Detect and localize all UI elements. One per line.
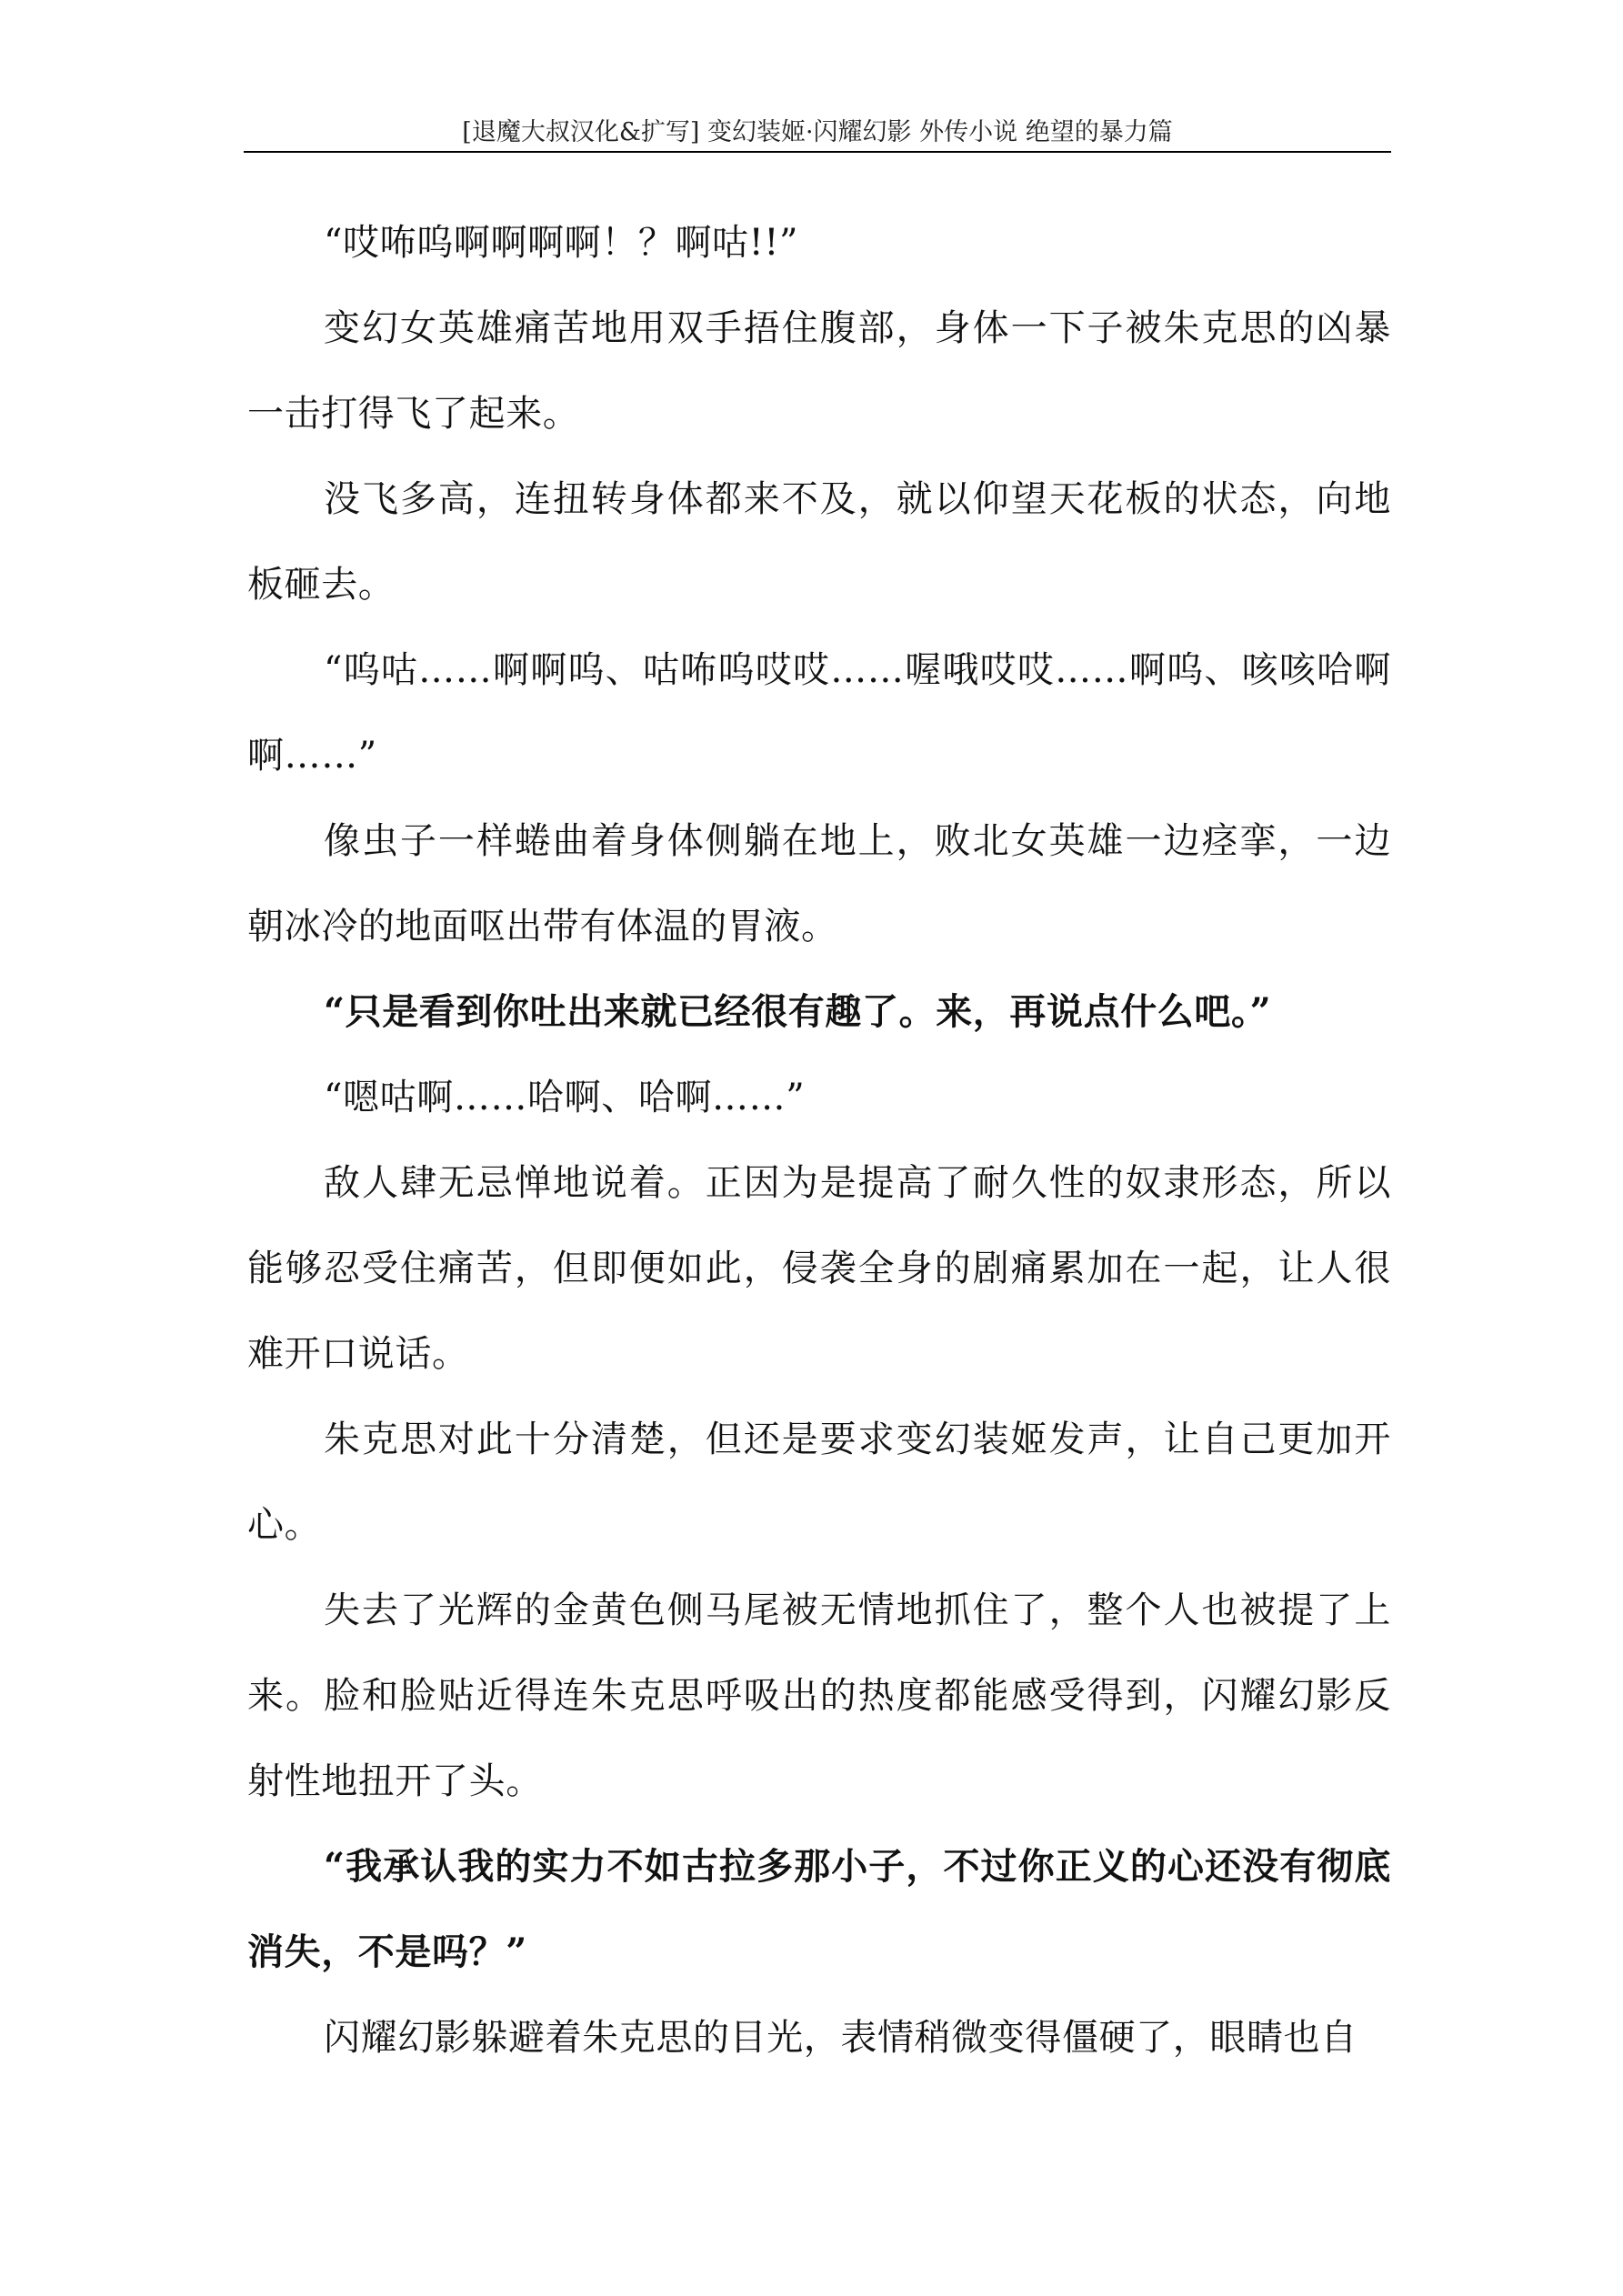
paragraph: 变幻女英雄痛苦地用双手捂住腹部，身体一下子被朱克思的凶暴一击打得飞了起来。	[247, 307, 1391, 435]
document-body	[247, 200, 1391, 2080]
paragraph: “我承认我的实力不如古拉多那小子，不过你正义的心还没有彻底消失，不是吗？”	[247, 1845, 1391, 1973]
paragraph: “只是看到你吐出来就已经很有趣了。来，再说点什么吧。”	[324, 990, 1272, 1033]
header-divider	[244, 151, 1391, 153]
paragraph: 像虫子一样蜷曲着身体侧躺在地上，败北女英雄一边痉挛，一边朝冰冷的地面呕出带有体温的胃液。	[247, 820, 1391, 947]
paragraph: “哎咘呜啊啊啊啊！？啊咕!!”	[324, 222, 799, 264]
paragraph: 没飞多高，连扭转身体都来不及，就以仰望天花板的状态，向地板砸去。	[247, 478, 1391, 606]
paragraph: “嗯咕啊……哈啊、哈啊……”	[324, 1077, 806, 1118]
paragraph: 失去了光辉的金黄色侧马尾被无情地抓住了，整个人也被提了上来。脸和脸贴近得连朱克思呼吸出的热度都能感受得到，闪耀幻影反射性地扭开了头。	[247, 1589, 1391, 1802]
page-header: [退魔大叔汉化&扩写] 变幻装姬·闪耀幻影 外传小说 绝望的暴力篇	[462, 118, 1173, 146]
paragraph: 朱克思对此十分清楚，但还是要求变幻装姬发声，让自己更加开心。	[247, 1419, 1391, 1546]
paragraph: 敌人肆无忌惮地说着。正因为是提高了耐久性的奴隶形态，所以能够忍受住痛苦，但即便如此，侵袭全身的剧痛累加在一起，让人很难开口说话。	[247, 1162, 1391, 1375]
paragraph: “呜咕……啊啊呜、咕咘呜哎哎……喔哦哎哎……啊呜、咳咳哈啊啊……”	[247, 649, 1391, 777]
paragraph: 闪耀幻影躲避着朱克思的目光，表情稍微变得僵硬了，眼睛也自	[324, 2017, 1358, 2059]
